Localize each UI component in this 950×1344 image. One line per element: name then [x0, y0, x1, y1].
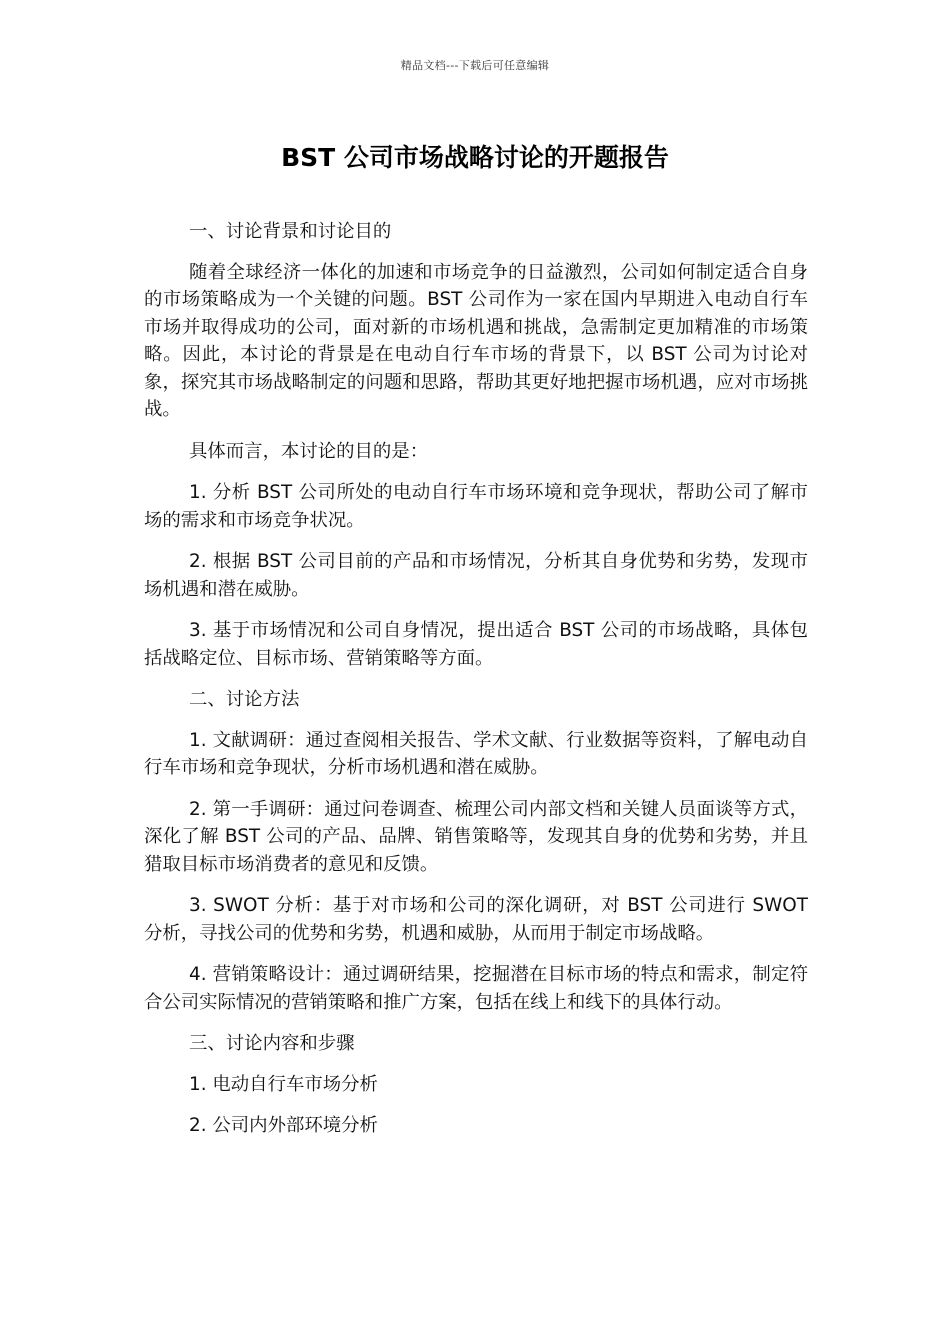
method-item: 2. 第一手调研：通过问卷调查、梳理公司内部文档和关键人员面谈等方式，深化了解 BST 公司的产品、品牌、销售策略等，发现其自身的优势和劣势，并且猎取目标市场消费者的意见和反馈。 — [144, 798, 808, 875]
document-body — [144, 218, 808, 1154]
method-item: 4. 营销策略设计：通过调研结果，挖掘潜在目标市场的特点和需求，制定符合公司实际情况的营销策略和推广方案，包括在线上和线下的具体行动。 — [144, 964, 808, 1013]
section-heading-content: 三、讨论内容和步骤 — [189, 1033, 355, 1054]
section-heading-methods: 二、讨论方法 — [189, 689, 300, 710]
step-item: 2. 公司内外部环境分析 — [189, 1115, 378, 1136]
section-heading-background: 一、讨论背景和讨论目的 — [189, 221, 392, 242]
paragraph-purpose-intro: 具体而言，本讨论的目的是： — [189, 440, 429, 462]
step-item: 1. 电动自行车市场分析 — [189, 1073, 378, 1095]
document-title: BST 公司市场战略讨论的开题报告 — [281, 143, 669, 172]
method-item: 3. SWOT 分析：基于对市场和公司的深化调研，对 BST 公司进行 SWOT 分析，寻找公司的优势和劣势，机遇和威胁，从而用于制定市场战略。 — [144, 895, 808, 944]
header-note: 精品文档---下载后可任意编辑 — [400, 59, 550, 72]
method-item: 1. 文献调研：通过查阅相关报告、学术文献、行业数据等资料，了解电动自行车市场和竞争现状，分析市场机遇和潜在威胁。 — [144, 729, 808, 778]
paragraph-background: 随着全球经济一体化的加速和市场竞争的日益激烈，公司如何制定适合自身的市场策略成为一个关键的问题。BST 公司作为一家在国内早期进入电动自行车市场并取得成功的公司，面对新的市场机遇和挑战，急需制定更加精准的市场策略。因此，本讨论的背景是在电动自行车市场的背景下，以 BST 公司为讨论对象，探究其市场战略制定的问题和思路，帮助其更好地把握市场机遇，应对市场挑战。 — [144, 261, 808, 420]
purpose-item: 3. 基于市场情况和公司自身情况，提出适合 BST 公司的市场战略，具体包括战略定位、目标市场、营销策略等方面。 — [144, 620, 808, 669]
purpose-item: 1. 分析 BST 公司所处的电动自行车市场环境和竞争现状，帮助公司了解市场的需求和市场竞争状况。 — [144, 482, 808, 531]
purpose-item: 2. 根据 BST 公司目前的产品和市场情况，分析其自身优势和劣势，发现市场机遇和潜在威胁。 — [144, 551, 808, 600]
